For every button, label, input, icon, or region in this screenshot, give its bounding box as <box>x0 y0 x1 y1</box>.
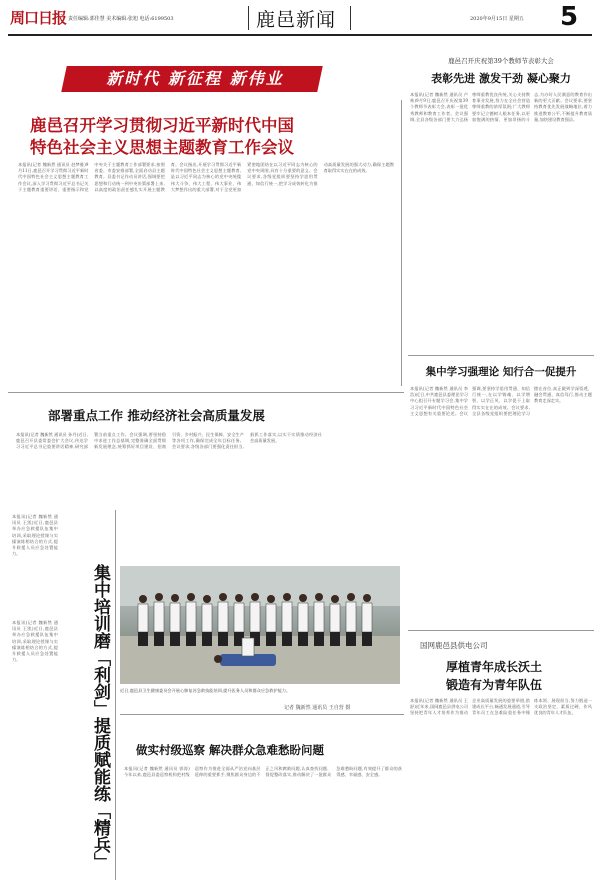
article-e <box>408 632 594 880</box>
photo-caption: 近日,鹿邑县卫生健康委员会开展心肺复苏急救技能培训,提升医务人员和群众应急救护能力。 <box>120 688 291 693</box>
vertical-article-title: 集中培训磨「利剑」提质赋能练「精兵」 <box>90 564 110 870</box>
article-e-body: 本报讯(记者 魏新然 通讯员 王舒)近年来,国网鹿邑县供电公司坚持把青年人才培养作为推动企业高质量发展的重要举措,搭建成长平台,畅通发展通道,引导青年员工在急难险重任务中锤炼本领、展现担当,努力锻造一支政治坚定、素质过硬、作风优良的青年人才队伍。 <box>410 698 592 716</box>
lead-headline-line1: 鹿邑召开学习贯彻习近平新时代中国 <box>30 116 294 135</box>
sidebar-a <box>408 48 594 354</box>
article-c <box>8 396 404 506</box>
lead-headline-line2: 特色社会主义思想主题教育工作会议 <box>30 138 294 157</box>
sidebar-b-body: 本报讯(记者 魏新然 通讯员 李浩)近日,中共鹿邑县委理论学习中心组召开专题学习会,集中学习习近平新时代中国特色社会主义思想有关重要论述。会议强调,要坚持学思用贯通、知信行统一,在以学铸魂、以学增智、以学正风、以学促干上取得实实在在的成效。会议要求,全县各级党组织要把理论学习摆在首位,真正做到学深悟透、融会贯通、真信笃行,推动主题教育走深走实。 <box>410 386 592 416</box>
section-title: 鹿邑新闻 <box>256 9 337 31</box>
vertical-article <box>8 510 116 880</box>
sidebar-a-headline: 表彰先进 激发干劲 凝心聚力 <box>431 72 571 85</box>
news-photo <box>120 566 400 684</box>
sidebar-a-body: 本报讯(记者 魏新然 通讯员 卢林)9月9日,鹿邑召开庆祝第39个教师节表彰大会,表彰一批优秀教师和教育工作者。会议强调,全县各级各部门要大力弘扬尊师重教优良传统,关心支持教育事业发展,努力在全社会营造尊师重教的浓厚氛围;广大教师要牢记立德树人根本任务,以更加饱满的热情、更加昂扬的斗志,为办好人民满意的教育作出新的更大贡献。会议要求,要坚持教育优先发展战略地位,着力推进教育公平,不断提升教育质量,加快建设教育强县。 <box>410 92 592 122</box>
article-e-kicker: 国网鹿邑县供电公司 <box>420 641 488 650</box>
logo-text: 周口日报 <box>10 8 67 27</box>
article-c-body: 本报讯(记者 魏新然 通讯员 孙丹)近日,鹿邑召开县委常委会扩大会议,传达学习习近平总书记重要讲话精神,研究部署当前重点工作。会议强调,要坚持稳中求进工作总基调,完整准确全面贯彻新发展理念,统筹抓好项目建设、招商引资、乡村振兴、民生保障、安全生产等各项工作,确保完成全年目标任务。会议要求,各级各部门要强化责任担当,狠抓工作落实,以实干实绩推动经济社会高质量发展。 <box>16 432 322 450</box>
masthead <box>0 0 600 38</box>
article-e-headline-line2: 锻造有为青年队伍 <box>446 678 543 692</box>
banner-slogan: 新时代 新征程 新伟业 <box>106 69 284 88</box>
masthead-rule <box>8 34 592 36</box>
sidebar-b-headline: 集中学习强理论 知行合一促提升 <box>425 366 577 378</box>
article-c-headline: 部署重点工作 推动经济社会高质量发展 <box>48 408 265 423</box>
newspaper-logo <box>10 6 66 28</box>
issue-date: 2020年9月15日 星期五 <box>470 16 524 22</box>
photo-credit: 记者 魏新然 通讯员 王自营 摄 <box>284 705 351 711</box>
masthead-meta: 责任编辑:郭佳慧 美术编辑:张旭 电话:6199503 <box>68 16 174 22</box>
page-number: 5 <box>560 2 579 32</box>
sidebar-a-kicker: 鹿邑召开庆祝第39个教师节表彰大会 <box>448 57 554 65</box>
vertical-article-body: 本报讯(记者 魏新然 通讯员 王凯)近日,鹿邑县举办应急救援队伍集中培训,采取理论授课与实操演练相结合的方式,提升救援人员应急处置能力。 <box>12 514 58 557</box>
article-d-headline: 做实村级巡察 解决群众急难愁盼问题 <box>136 743 325 757</box>
lead-article <box>8 100 402 386</box>
article-e-headline-line1: 厚植青年成长沃土 <box>446 660 543 674</box>
lead-body: 本报讯(记者 魏新然 通讯员 赵梦雅)9月11日,鹿邑召开学习贯彻习近平新时代中国特色社会主义思想主题教育工作会议,深入学习贯彻习近平总书记关于主题教育重要讲话、重要指示和党中央关于主题教育工作部署要求,按照省委、市委安排部署,全面启动县主题教育。县委书记作动员讲话,强调要把思想和行动统一到中央决策部署上来,以高度的政治责任感扎实开展主题教育。会议指出,开展学习贯彻习近平新时代中国特色社会主义思想主题教育,是以习近平同志为核心的党中央统揽伟大斗争、伟大工程、伟大事业、伟大梦想作出的重大部署,对于全党更加紧密地团结在以习近平同志为核心的党中央周围,具有十分重要的意义。会议要求,各级党组织要坚持学思用贯通、知信行统一,把学习成效转化为推动高质量发展的强大动力,确保主题教育取得实实在在的成效。 <box>18 162 394 192</box>
vertical-article-body-lower: 本报讯(记者 魏新然 通讯员 王凯)近日,鹿邑县举办应急救援队伍集中培训,采取理论授课与实操演练相结合的方式,提升救援人员应急处置能力。 <box>12 620 58 663</box>
article-d <box>120 718 404 878</box>
article-d-body: 本报讯(记者 魏新然 通讯员 郭涛)今年以来,鹿邑县委巡察机构把村级巡察作为推进全面从严治党向基层延伸的重要抓手,聚焦群众身边的不正之风和腐败问题,认真查找问题、督促整改落实,推动解决了一批群众急难愁盼问题,有效提升了群众的获得感、幸福感、安全感。 <box>124 766 402 778</box>
sidebar-b <box>408 358 594 628</box>
photo-scene <box>120 566 400 684</box>
